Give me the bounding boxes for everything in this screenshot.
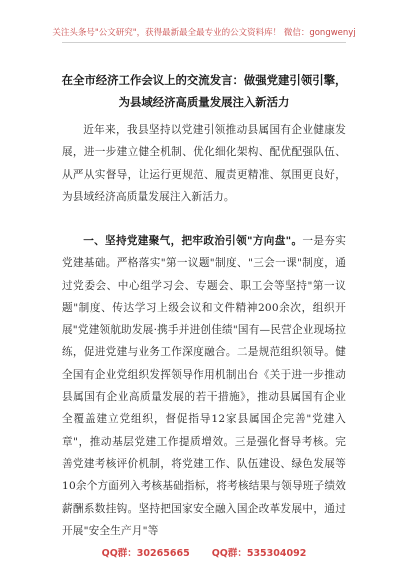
section-1-paragraph (62, 230, 346, 537)
header-divider (62, 42, 346, 43)
footer-qq-group-1: QQ群：30265665 (101, 548, 190, 559)
page-header-banner: 关注头条号"公文研究"，获得最新最全最专业的公文资料库！ 微信：gongwenyj (52, 28, 356, 38)
page-footer (0, 545, 408, 559)
section-1-heading: 一、坚持党建聚气，把牢政治引领"方向盘"。 (83, 235, 303, 247)
section-1-body: 一是夯实党建基础。严格落实"第一议题"制度、"三会一课"制度，通过党委会、中心组学习会、专题会、职工会等坚持"第一议题"制度、传达学习上级会议和文件精神200余次，组织开展"党建领航助发展·携手并进创佳绩"国有—民营企业现场拉练，促进党建与业务工作深度融合。二是规范组织领导。健全国有企业党组织发挥领导作用机制出台《关于进一步推动县属国有企业高质量发展的若干措施》，推动县属国有企业全覆盖建立党组织，督促指导12家县属国企完善"党建入章"，推动基层党建工作提质增效。三是强化督导考核。完善党建考核评价机制，将党建工作、队伍建设、绿色发展等10余个方面列入考核基础指标，将考核结果与领导班子绩效薪酬系数挂钩。坚持把国家安全融入国企改革发展中，通过开展"安全生产月"等 (62, 235, 346, 537)
document-title-line-1: 在全市经济工作会议上的交流发言：做强党建引领引擎， (61, 73, 347, 87)
footer-qq-group-2: QQ群：535304092 (211, 548, 307, 559)
intro-paragraph: 近年来，我县坚持以党建引领推动县属国有企业健康发展，进一步建立健全机制、优化细化架构、配优配强队伍、从严从实督导，让运行更规范、履责更精准、氛围更良好，为县域经济高质量发展注入新活力。 (62, 124, 346, 203)
document-title-line-2: 为县域经济高质量发展注入新活力 (118, 95, 290, 109)
